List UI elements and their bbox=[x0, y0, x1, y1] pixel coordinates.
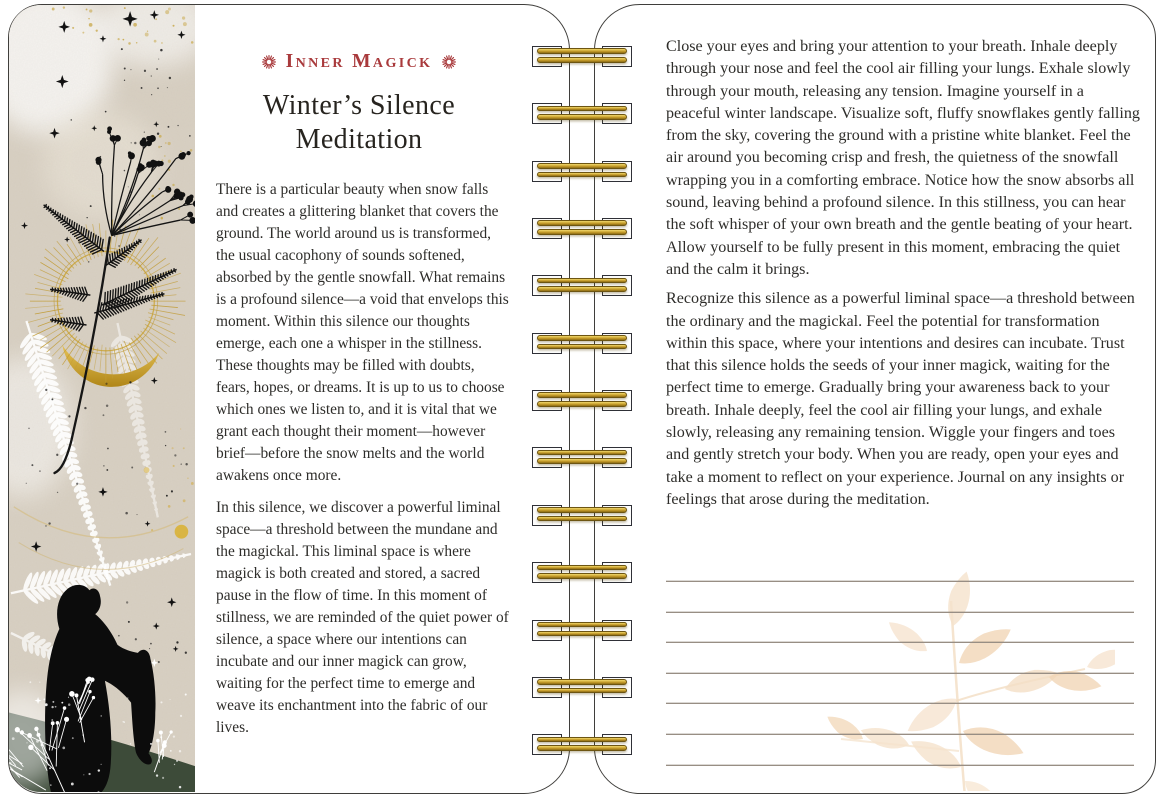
binding-bar bbox=[537, 688, 627, 694]
journal-ruled-line bbox=[666, 765, 1134, 766]
journal-ruled-line bbox=[666, 581, 1134, 582]
binding-ring bbox=[524, 675, 640, 701]
binding-bar bbox=[537, 507, 627, 513]
journal-ruled-line bbox=[666, 703, 1134, 704]
binding-bar bbox=[537, 516, 627, 522]
binding-bar bbox=[537, 114, 627, 120]
journal-ruled-line bbox=[666, 673, 1134, 674]
binding-bar bbox=[537, 335, 627, 341]
binding-ring bbox=[524, 273, 640, 299]
binding-bar bbox=[537, 679, 627, 685]
binding-bar bbox=[537, 163, 627, 169]
sun-ornament-icon bbox=[441, 54, 457, 70]
binding-ring bbox=[524, 560, 640, 586]
binding-bar bbox=[537, 229, 627, 235]
binding-bar bbox=[537, 737, 627, 743]
binding-bar bbox=[537, 631, 627, 637]
paragraph: Close your eyes and bring your attention to your breath. Inhale deeply through your nose and feel the cool air filling your lungs. Exhale slowly through your mouth, releasing any tension. Imagine yourself in a peaceful winter landscape. Visualize soft, fluffy snowflakes gently falling from the sky, covering the ground with a pristine white blanket. Feel the air around you becoming crisp and fresh, the quietness of the snowfall wrapping you in a comforting embrace. Notice how the snow absorbs all sound, leaving behind a profound silence. In this stillness, you can hear the soft whisper of your own breath and the gentle beating of your heart. Allow yourself to be fully present in this moment, embracing the quiet and the calm it brings. bbox=[666, 38, 1140, 278]
binding-ring bbox=[524, 101, 640, 127]
left-illustration bbox=[9, 5, 195, 792]
brand-header bbox=[207, 51, 511, 73]
binding-ring bbox=[524, 388, 640, 414]
paragraph: Recognize this silence as a powerful liminal space—a threshold between the ordinary and the magickal. Feel the potential for transformation within this space, where your intentions and desires can incubate. Trust that this silence holds the seeds of your inner magick, waiting for the perfect time to emerge. Gradually bring your awareness back to your breath. Inhale deeply, feel the cool air filling your lungs, and exhale slowly, releasing any remaining tension. Wiggle your fingers and toes and gently stretch your body. When you are ready, open your eyes and take a moment to reflect on your experience. Journal on any insights or feelings that arose during the meditation. bbox=[666, 290, 1135, 508]
binding-bar bbox=[537, 401, 627, 407]
botanical-collage-art bbox=[9, 5, 195, 792]
journal-ruled-line bbox=[666, 642, 1134, 643]
binding-bar bbox=[537, 286, 627, 292]
left-body-text bbox=[216, 179, 510, 739]
binding-bar bbox=[537, 344, 627, 350]
right-page bbox=[594, 4, 1156, 794]
binding-ring bbox=[524, 331, 640, 357]
binding-ring bbox=[524, 618, 640, 644]
binding-bar bbox=[537, 450, 627, 456]
paragraph: In this silence, we discover a powerful liminal space—a threshold between the mundane and the magickal. This liminal space is where magick is both created and stored, a sacred pause in the flow of time. In this moment of stillness, we are reminded of the quiet power of silence, a space where our intentions can incubate and our inner magick can grow, waiting for the perfect time to emerge and weave its enchantment into the fabric of our lives. bbox=[216, 499, 509, 736]
binding-bar bbox=[537, 622, 627, 628]
brand-title: Inner Magick bbox=[285, 51, 433, 72]
binding-ring bbox=[524, 159, 640, 185]
binding-ring bbox=[524, 216, 640, 242]
gold-dot bbox=[175, 525, 189, 539]
binding-bar bbox=[537, 458, 627, 464]
sun-ornament-icon bbox=[261, 54, 277, 70]
binding-bar bbox=[537, 565, 627, 571]
binding-ring bbox=[524, 503, 640, 529]
binding-bar bbox=[537, 220, 627, 226]
binding-bar bbox=[537, 48, 627, 54]
binding-bar bbox=[537, 573, 627, 579]
spiral-binding bbox=[524, 0, 640, 800]
journal-ruled-line bbox=[666, 612, 1134, 613]
right-body-text bbox=[666, 36, 1140, 511]
binding-ring bbox=[524, 44, 640, 70]
journal-writing-area bbox=[595, 553, 1153, 791]
leaf-watermark bbox=[713, 571, 1115, 791]
binding-bar bbox=[537, 278, 627, 284]
binding-bar bbox=[537, 745, 627, 751]
binding-bar bbox=[537, 57, 627, 63]
binding-bar bbox=[537, 172, 627, 178]
binding-bar bbox=[537, 392, 627, 398]
page-title: Winter’s Silence Meditation bbox=[262, 90, 456, 156]
journal-ruled-line bbox=[666, 734, 1134, 735]
left-page bbox=[8, 4, 570, 794]
paragraph: There is a particular beauty when snow falls and creates a glittering blanket that covers the ground. The world around us is transformed, the usual cacophony of sounds softened, absorbed by the gentle snowfall. What remains is a profound silence—a void that envelops this moment. Within this silence our thoughts emerge, each one a whisper in the stillness. These thoughts may be filled with doubts, fears, hopes, or dreams. It is up to us to choose which ones we listen to, and it is vital that we grant each thought their moment—however brief—before the snow melts and the world awakens once more. bbox=[216, 181, 509, 484]
binding-bar bbox=[537, 106, 627, 112]
binding-ring bbox=[524, 732, 640, 758]
binding-ring bbox=[524, 445, 640, 471]
